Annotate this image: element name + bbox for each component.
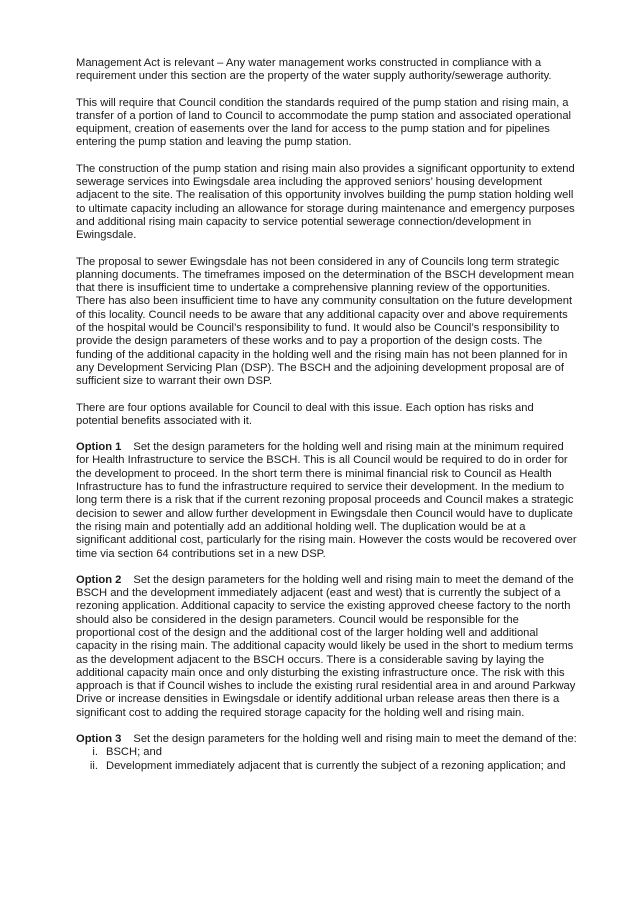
option-3-label: Option 3	[76, 733, 122, 746]
option-3-text: Set the design parameters for the holding well and rising main to meet the demand of the:	[133, 733, 577, 746]
list-item-text: Development immediately adjacent that is currently the subject of a rezoning application; and	[106, 759, 566, 772]
paragraph-four-options: There are four options available for Council to deal with this issue. Each option has risks and potential benefits associated with it.	[76, 401, 534, 427]
list-item	[76, 746, 578, 759]
option-3	[76, 733, 578, 746]
option-1	[76, 441, 578, 561]
option-2-text: Set the design parameters for the holding well and rising main to meet the demand of the BSCH and the development immediately adjacent (east and west) that is currently the subject of a rezoning application. Additional capacity to service the existing approved cheese factory to the north should also be considered in the design parameters. Council would be responsible for the proportional cost of the design and the additional cost of the larger holding well and additional capacity in the rising main. The additional capacity would likely be used in the short to medium terms as the development adjacent to the BSCH occurs. There is a considerable saving by laying the additional capacity main once and only disturbing the existing infrastructure once. The risk with this approach is that if Council wishes to include the existing rural residential area in and around Parkway Drive or increase densities in Ewingsdale or identify additional urban release areas then there is a significant cost to adding the required storage capacity for the holding well and rising main.	[76, 573, 576, 719]
option-2	[76, 574, 578, 720]
list-item-number: ii.	[89, 759, 98, 772]
list-item-text: BSCH; and	[106, 746, 162, 759]
option-1-label: Option 1	[76, 441, 122, 454]
paragraph-strategic-planning: The proposal to sewer Ewingsdale has not been considered in any of Councils long term strategic planning documents. The timeframes imposed on the determination of the BSCH development mean that there is insufficient time to undertake a comprehensive planning review of the opportunities. There has also been insufficient time to have any community consultation on the future development of this locality. Council needs to be aware that any additional capacity over and above requirements of the hospital would be Council’s responsibility to fund. It would also be Council’s responsibility to provide the design parameters of these works and to pay a proportion of the design costs. The funding of the additional capacity in the holding well and the rising main has not been planned for in any Development Servicing Plan (DSP). The BSCH and the adjoining development proposal are of sufficient size to warrant their own DSP.	[76, 255, 574, 388]
paragraph-water-management-act: Management Act is relevant – Any water management works constructed in compliance with a requirement under this section are the property of the water supply authority/sewerage authority.	[76, 57, 552, 83]
list-item-number: i.	[92, 746, 98, 759]
paragraph-sewerage-opportunity: The construction of the pump station and rising main also provides a significant opportunity to extend sewerage services into Ewingsdale area including the approved seniors’ housing development adjacent to the site. The realisation of this opportunity involves building the pump station holding well to ultimate capacity including an allowance for storage during maintenance and emergency purposes and additional rising main capacity to service potential sewerage connection/development in Ewingsdale.	[76, 162, 575, 242]
option-1-text: Set the design parameters for the holding well and rising main at the minimum required for Health Infrastructure to service the BSCH. This is all Council would be required to do in order for the development to proceed. In the short term there is minimal financial risk to Council as Health Infrastructure has to fund the infrastructure required to service their development. In the medium to long term there is a risk that if the current rezoning proposal proceeds and Council makes a strategic decision to sewer and allow further development in Ewingsdale then Council would have to duplicate the rising main and potentially add an additional holding well. The duplication would be at a significant additional cost, particularly for the rising main. However the costs would be recovered over time via section 64 contributions set in a new DSP.	[76, 441, 577, 560]
list-item	[76, 760, 578, 773]
paragraph-council-conditions: This will require that Council condition the standards required of the pump station and rising main, a transfer of a portion of land to Council to accommodate the pump station and associated operational equipment, creation of easements over the land for access to the pump station and for pipelines entering the pump station and leaving the pump station.	[76, 96, 572, 149]
option-3-list	[76, 746, 578, 773]
option-2-label: Option 2	[76, 573, 122, 586]
